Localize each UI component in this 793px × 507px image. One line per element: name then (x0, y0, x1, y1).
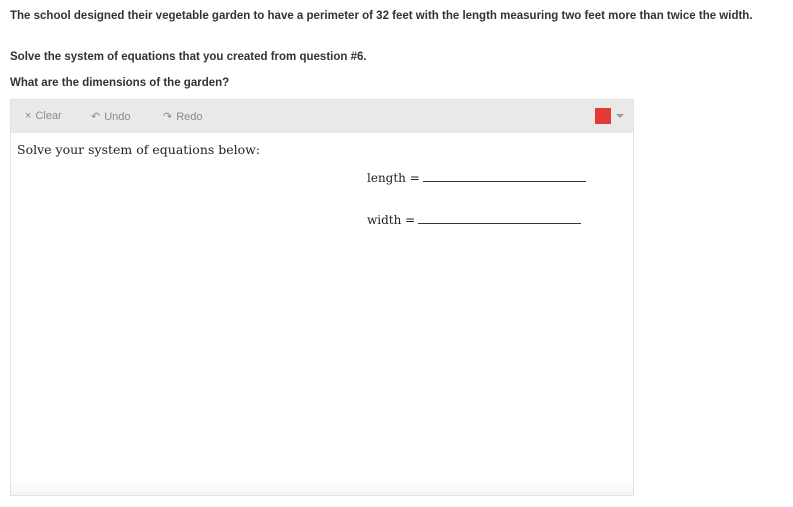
question-instruction: Solve the system of equations that you created from question #6. (10, 51, 367, 63)
length-answer-row (367, 169, 586, 185)
canvas-instruction: Solve your system of equations below: (17, 142, 261, 157)
redo-icon: ↷ (163, 111, 173, 123)
width-blank-line (418, 211, 581, 224)
drawing-toolbar (11, 100, 633, 133)
color-picker-dropdown[interactable] (595, 108, 629, 125)
width-answer-row (367, 211, 581, 227)
close-icon: × (25, 110, 32, 122)
undo-button-label: Undo (104, 111, 131, 123)
chevron-down-icon (616, 114, 624, 118)
length-blank-line (423, 169, 586, 182)
clear-button-label: Clear (35, 110, 62, 122)
length-label: length = (367, 171, 420, 185)
undo-button[interactable] (91, 110, 131, 123)
color-swatch (595, 108, 611, 124)
question-prompt: What are the dimensions of the garden? (10, 77, 230, 89)
canvas-footer (11, 481, 633, 495)
question-text: The school designed their vegetable garden to have a perimeter of 32 feet with the length measuring two feet more than twice the width. (10, 10, 753, 22)
drawing-widget (10, 99, 634, 496)
drawing-canvas[interactable] (11, 133, 633, 495)
clear-button[interactable] (25, 110, 62, 122)
redo-button[interactable] (163, 110, 203, 123)
redo-button-label: Redo (176, 111, 203, 123)
width-label: width = (367, 213, 416, 227)
undo-icon: ↶ (91, 111, 101, 123)
